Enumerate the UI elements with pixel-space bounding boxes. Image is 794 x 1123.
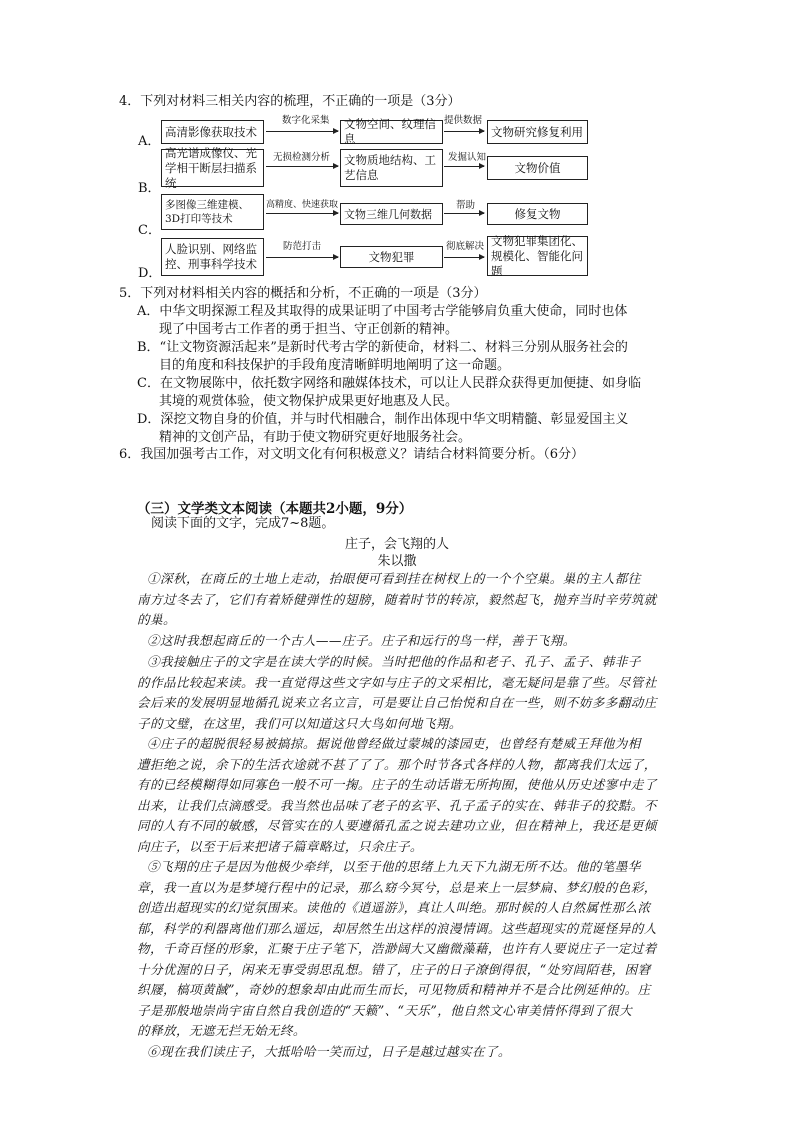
section3-title: （三）文学类文本阅读（本题共2小题，9分） — [137, 501, 413, 517]
q4-c-box3: 修复文物 — [487, 203, 588, 225]
q4-c-arrow2-label: 帮助 — [456, 200, 476, 211]
q4-b-arrow1-label: 无损检测分析 — [273, 152, 331, 163]
p5-line: 创造出超现实的幻觉氛围来。读他的《逍遥游》，真让人叫绝。那时候的人自然属性那么浓 — [137, 900, 651, 915]
q4-c-box1: 多图像三维建模、3D打印等技术 — [161, 194, 264, 230]
q4-a-arrow1 — [266, 131, 338, 132]
q4-c-box2: 文物三维几何数据 — [340, 203, 443, 225]
q4-d-box1: 人脸识别、网络监控、刑事科学技术 — [161, 238, 264, 276]
p4-line: 同的人有不同的敏感，尽管实在的人要遵循孔孟之说去建功立业，但在精神上，我还是更倾 — [137, 818, 657, 833]
p4-line: 出来，让我们点滴感受。我当然也品味了老子的玄平、孔子孟子的实在、韩非子的狡黠。不 — [137, 797, 657, 813]
q4-option-a-letter: A． — [138, 134, 161, 149]
q4-d-arrow1 — [266, 257, 338, 258]
q4-b-arrow1 — [266, 166, 338, 167]
q4-b-box3: 文物价值 — [487, 156, 588, 180]
q4-b-box1: 高光谱成像仪、光学相干断层扫描系统 — [161, 149, 264, 187]
p1-line: ①深秋，在商丘的土地上走动，抬眼便可看到挂在树杈上的一个个空巢。巢的主人都往 — [147, 571, 641, 586]
article-paragraph-1 — [137, 569, 667, 631]
q4-stem: 4．下列对材料三相关内容的梳理，不正确的一项是（3分） — [119, 94, 461, 109]
p3-line: 子的文璧，在这里，我们可以知道这只大鸟如何地飞翔。 — [137, 715, 462, 731]
q5-option-a: A．中华文明探源工程及其取得的成果证明了中国考古学能够肩负重大使命，同时也体 — [137, 304, 628, 319]
article-paragraph-3 — [137, 652, 667, 734]
p1-line: 南方过冬去了，它们有着矫健弹性的翅膀，随着时节的转凉，毅然起飞，抛弃当时辛劳筑就 — [137, 591, 657, 607]
p4-line: 向庄子，以至于后来把诸子篇章略过，只余庄子。 — [137, 838, 423, 854]
q4-option-b-letter: B． — [138, 181, 161, 196]
article-paragraph-5 — [137, 857, 667, 1042]
q4-d-arrow1-label: 防范打击 — [283, 241, 322, 252]
q4-a-box1: 高清影像获取技术 — [161, 120, 264, 144]
article-paragraph-6 — [137, 1042, 667, 1063]
q4-b-box2: 文物质地结构、工艺信息 — [340, 149, 443, 187]
p5-line: 郁，科学的利器离他们那么遥远，却居然生出这样的浪漫情调。这些超现实的荒诞怪异的人 — [137, 920, 657, 936]
p4-line: 遭拒绝之说，余下的生活衣途就不甚了了了。那个时节各式各样的人物，都离我们太远了， — [137, 756, 657, 772]
article-paragraph-4 — [137, 734, 667, 857]
p5-line: 的释放，无遮无拦无始无终。 — [137, 1023, 306, 1038]
p5-line: 十分优渥的日子，闲来无事受弱思乱想。错了，庄子的日子潦倒得很，“处穷闾陌巷，困窘 — [137, 961, 651, 977]
p5-line: 物，千奇百怪的形象，汇聚于庄子笔下，浩渺阔大又幽微藻藉，也许有人要说庄子一定过着 — [137, 941, 657, 956]
p5-line: 子是那般地崇尚宇宙自然自我创造的“天籁”、“天乐”，他自然文心审美情怀得到了很大 — [137, 1002, 633, 1018]
p3-line: ③我接触庄子的文字是在读大学的时候。当时把他的作品和老子、孔子、孟子、韩非子 — [147, 654, 641, 669]
q4-c-arrow2 — [444, 213, 484, 214]
article-paragraph-2 — [137, 631, 667, 652]
article-title: 庄子，会飞翔的人 — [344, 537, 449, 552]
p5-line: 章，我一直以为是梦境行程中的记录，那么窈今冥兮，总是来上一层梦扁、梦幻般的色彩， — [137, 879, 657, 895]
q4-b-arrow2 — [444, 166, 484, 167]
p5-line: ⑤飞翔的庄子是因为他极少牵绊，以至于他的思绪上九天下九湖无所不达。他的笔墨华 — [147, 859, 641, 874]
p3-line: 会后来的发展明显地循孔说来立名立言，可是要让自己怡悦和自在一些，则不妨多多翻动庄 — [137, 695, 657, 710]
q5-stem: 5．下列对材料相关内容的概括和分析，不正确的一项是（3分） — [119, 286, 487, 301]
p4-line: ④庄子的超脱很轻易被搞掠。据说他曾经做过蒙城的漆园吏，也曾经有楚威王拜他为相 — [147, 736, 641, 751]
q4-b-arrow2-label: 发掘认知 — [448, 152, 487, 163]
q4-a-box3: 文物研究修复利用 — [487, 120, 588, 144]
q4-a-arrow2-label: 提供数据 — [444, 115, 483, 126]
q4-a-box2: 文物空间、纹理信息 — [340, 120, 443, 144]
p6-line: ⑥现在我们读庄子，大抵哈哈一笑而过，日子是越过越实在了。 — [147, 1044, 511, 1059]
p4-line: 有的已经模糊得如同寡色一般不可一掬。庄子的生动话谐无所拘囿，使他从历史述寥中走了 — [137, 777, 657, 792]
q5-option-b: B．“让文物资源活起来”是新时代考古学的新使命，材料二、材料三分别从服务社会的 — [137, 340, 628, 355]
section3-intro: 阅读下面的文字，完成7~8题。 — [151, 516, 335, 531]
p2-line: ②这时我想起商丘的一个古人——庄子。庄子和远行的鸟一样，善于飞翔。 — [147, 633, 576, 648]
q4-c-arrow1 — [266, 213, 338, 214]
q5-option-b-cont: 目的角度和科技保护的手段角度清晰鲜明地阐明了这一命题。 — [159, 358, 511, 373]
q4-option-c-letter: C． — [138, 223, 161, 238]
q5-option-c-cont: 其境的观赏体验，使文物保护成果更好地惠及人民。 — [159, 394, 459, 409]
article-author: 朱以撒 — [377, 554, 417, 569]
q4-d-arrow2-label: 彻底解决 — [446, 241, 485, 252]
q4-a-arrow2 — [444, 131, 484, 132]
p5-line: 织屦，槁项黄馘”，奇妙的想象却由此而生而长，可见物质和精神并不是合比例延伸的。庄 — [137, 982, 651, 997]
q5-option-c: C．在文物展陈中，依托数字网络和融媒体技术，可以让人民群众获得更加便捷、如身临 — [137, 376, 641, 391]
q4-d-arrow2 — [444, 257, 484, 258]
q4-option-d-letter: D． — [138, 266, 162, 281]
p1-line: 的巢。 — [137, 612, 176, 627]
q4-c-arrow1-label: 高精度、快速获取 — [266, 200, 339, 210]
q5-option-d: D．深挖文物自身的价值，并与时代相融合，制作出体现中华文明精髓、彰显爱国主义 — [137, 412, 629, 427]
q5-option-d-cont: 精神的文创产品，有助于使文物研究更好地服务社会。 — [159, 430, 472, 445]
q6-stem: 6．我国加强考古工作，对文明文化有何积极意义？请结合材料简要分析。（6分） — [119, 447, 585, 462]
q4-d-box2: 文物犯罪 — [340, 246, 443, 268]
p3-line: 的作品比较起来读。我一直觉得这些文字如与庄子的文采相比，毫无疑问是靠了些。尽管社 — [137, 674, 657, 690]
q4-d-box3: 文物犯罪集团化、规模化、智能化问题 — [487, 236, 588, 276]
q5-option-a-cont: 现了中国考古工作者的勇于担当、守正创新的精神。 — [159, 322, 459, 337]
q4-a-arrow1-label: 数字化采集 — [282, 115, 330, 126]
